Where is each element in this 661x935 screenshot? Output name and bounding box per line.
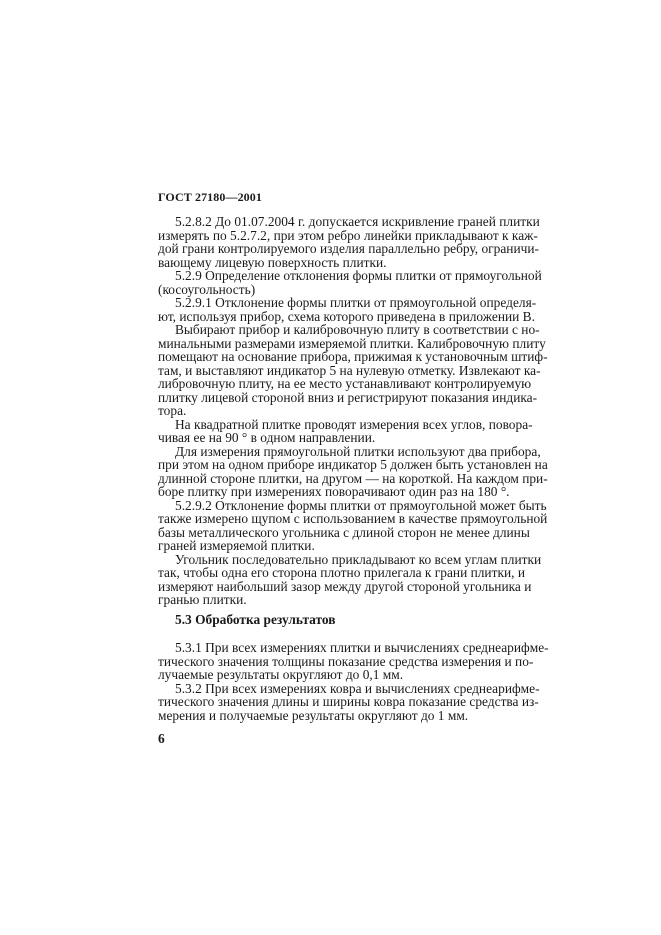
section-title: 5.3 Обработка результатов (175, 612, 336, 627)
text-line: базы металлического угольника с длиной сторон не менее длины (158, 524, 530, 540)
text-line: либровочную плиту, на ее место устанавливают контролируемую (158, 376, 532, 391)
text-line: тического значения толщины показание средства измерения и по- (158, 653, 534, 669)
text-line: 5.2.9.1 Отклонение формы плитки от прямоугольной определя- (175, 295, 537, 310)
text-line: также измерено щупом с использованием в качестве прямоугольной (158, 511, 548, 526)
text-line: ют, используя прибор, схема которого приведена в приложении В. (158, 308, 535, 324)
text-line: (косоугольность) (158, 281, 256, 297)
text-line: 5.2.9.2 Отклонение формы плитки от прямоугольной может быть (175, 497, 547, 513)
text-line: тора. (158, 403, 187, 418)
text-line: 5.2.8.2 До 01.07.2004 г. допускается искривление граней плитки (175, 214, 540, 229)
text-line: плитку лицевой стороной вниз и регистрируют показания индика- (158, 389, 538, 405)
text-line: 5.3.1 При всех измерениях плитки и вычислениях среднеарифме- (175, 640, 549, 655)
text-line: Выбирают прибор и калибровочную плиту в соответствии с но- (175, 322, 540, 337)
text-line: На квадратной плитке проводят измерения всех углов, повора- (175, 416, 533, 432)
text-line: гранью плитки. (158, 592, 247, 607)
text-line: при этом на одном приборе индикатор 5 должен быть установлен на (158, 457, 548, 472)
text-line: так, чтобы одна его сторона плотно прилегала к грани плитки, и (158, 565, 525, 580)
text-line: боре плитку при измерениях поворачивают один раз на 180 °. (158, 484, 510, 499)
page-number: 6 (158, 731, 165, 746)
text-line: измеряют наибольший зазор между другой стороной угольника и (158, 578, 532, 594)
text-line: чивая ее на 90 ° в одном направлении. (158, 430, 376, 445)
text-line: помещают на основание прибора, прижимая к установочным штиф- (158, 349, 548, 364)
text-line: 5.2.9 Определение отклонения формы плитки от прямоугольной (175, 268, 542, 283)
text-line: мерения и получаемые результаты округляют до 1 мм. (158, 708, 469, 723)
text-line: измерять по 5.2.7.2, при этом ребро линейки прикладывают к каж- (158, 227, 538, 243)
text-line: лучаемые результаты округляют до 0,1 мм. (158, 667, 404, 683)
text-line: дой грани контролируемого изделия параллельно ребру, ограничи- (158, 241, 539, 256)
text-line: Угольник последовательно прикладывают ко всем углам плитки (175, 551, 542, 567)
text-line: Для измерения прямоугольной плитки используют два прибора, (175, 443, 541, 459)
text-line: минальными размерами измеряемой плитки. Калибровочную плиту (158, 335, 546, 351)
text-line: тического значения длины и ширины ковра показание средства из- (158, 694, 539, 710)
text-line: длинной стороне плитки, на другом — на короткой. На каждом при- (158, 470, 548, 486)
standard-header: ГОСТ 27180—2001 (158, 190, 262, 204)
text-line: 5.3.2 При всех измерениях ковра и вычислениях среднеарифме- (175, 680, 540, 696)
text-line: там, и выставляют индикатор 5 на нулевую отметку. Извлекают ка- (158, 362, 541, 378)
text-line: вающему лицевую поверхность плитки. (158, 254, 387, 270)
text-line: граней измеряемой плитки. (158, 538, 315, 553)
